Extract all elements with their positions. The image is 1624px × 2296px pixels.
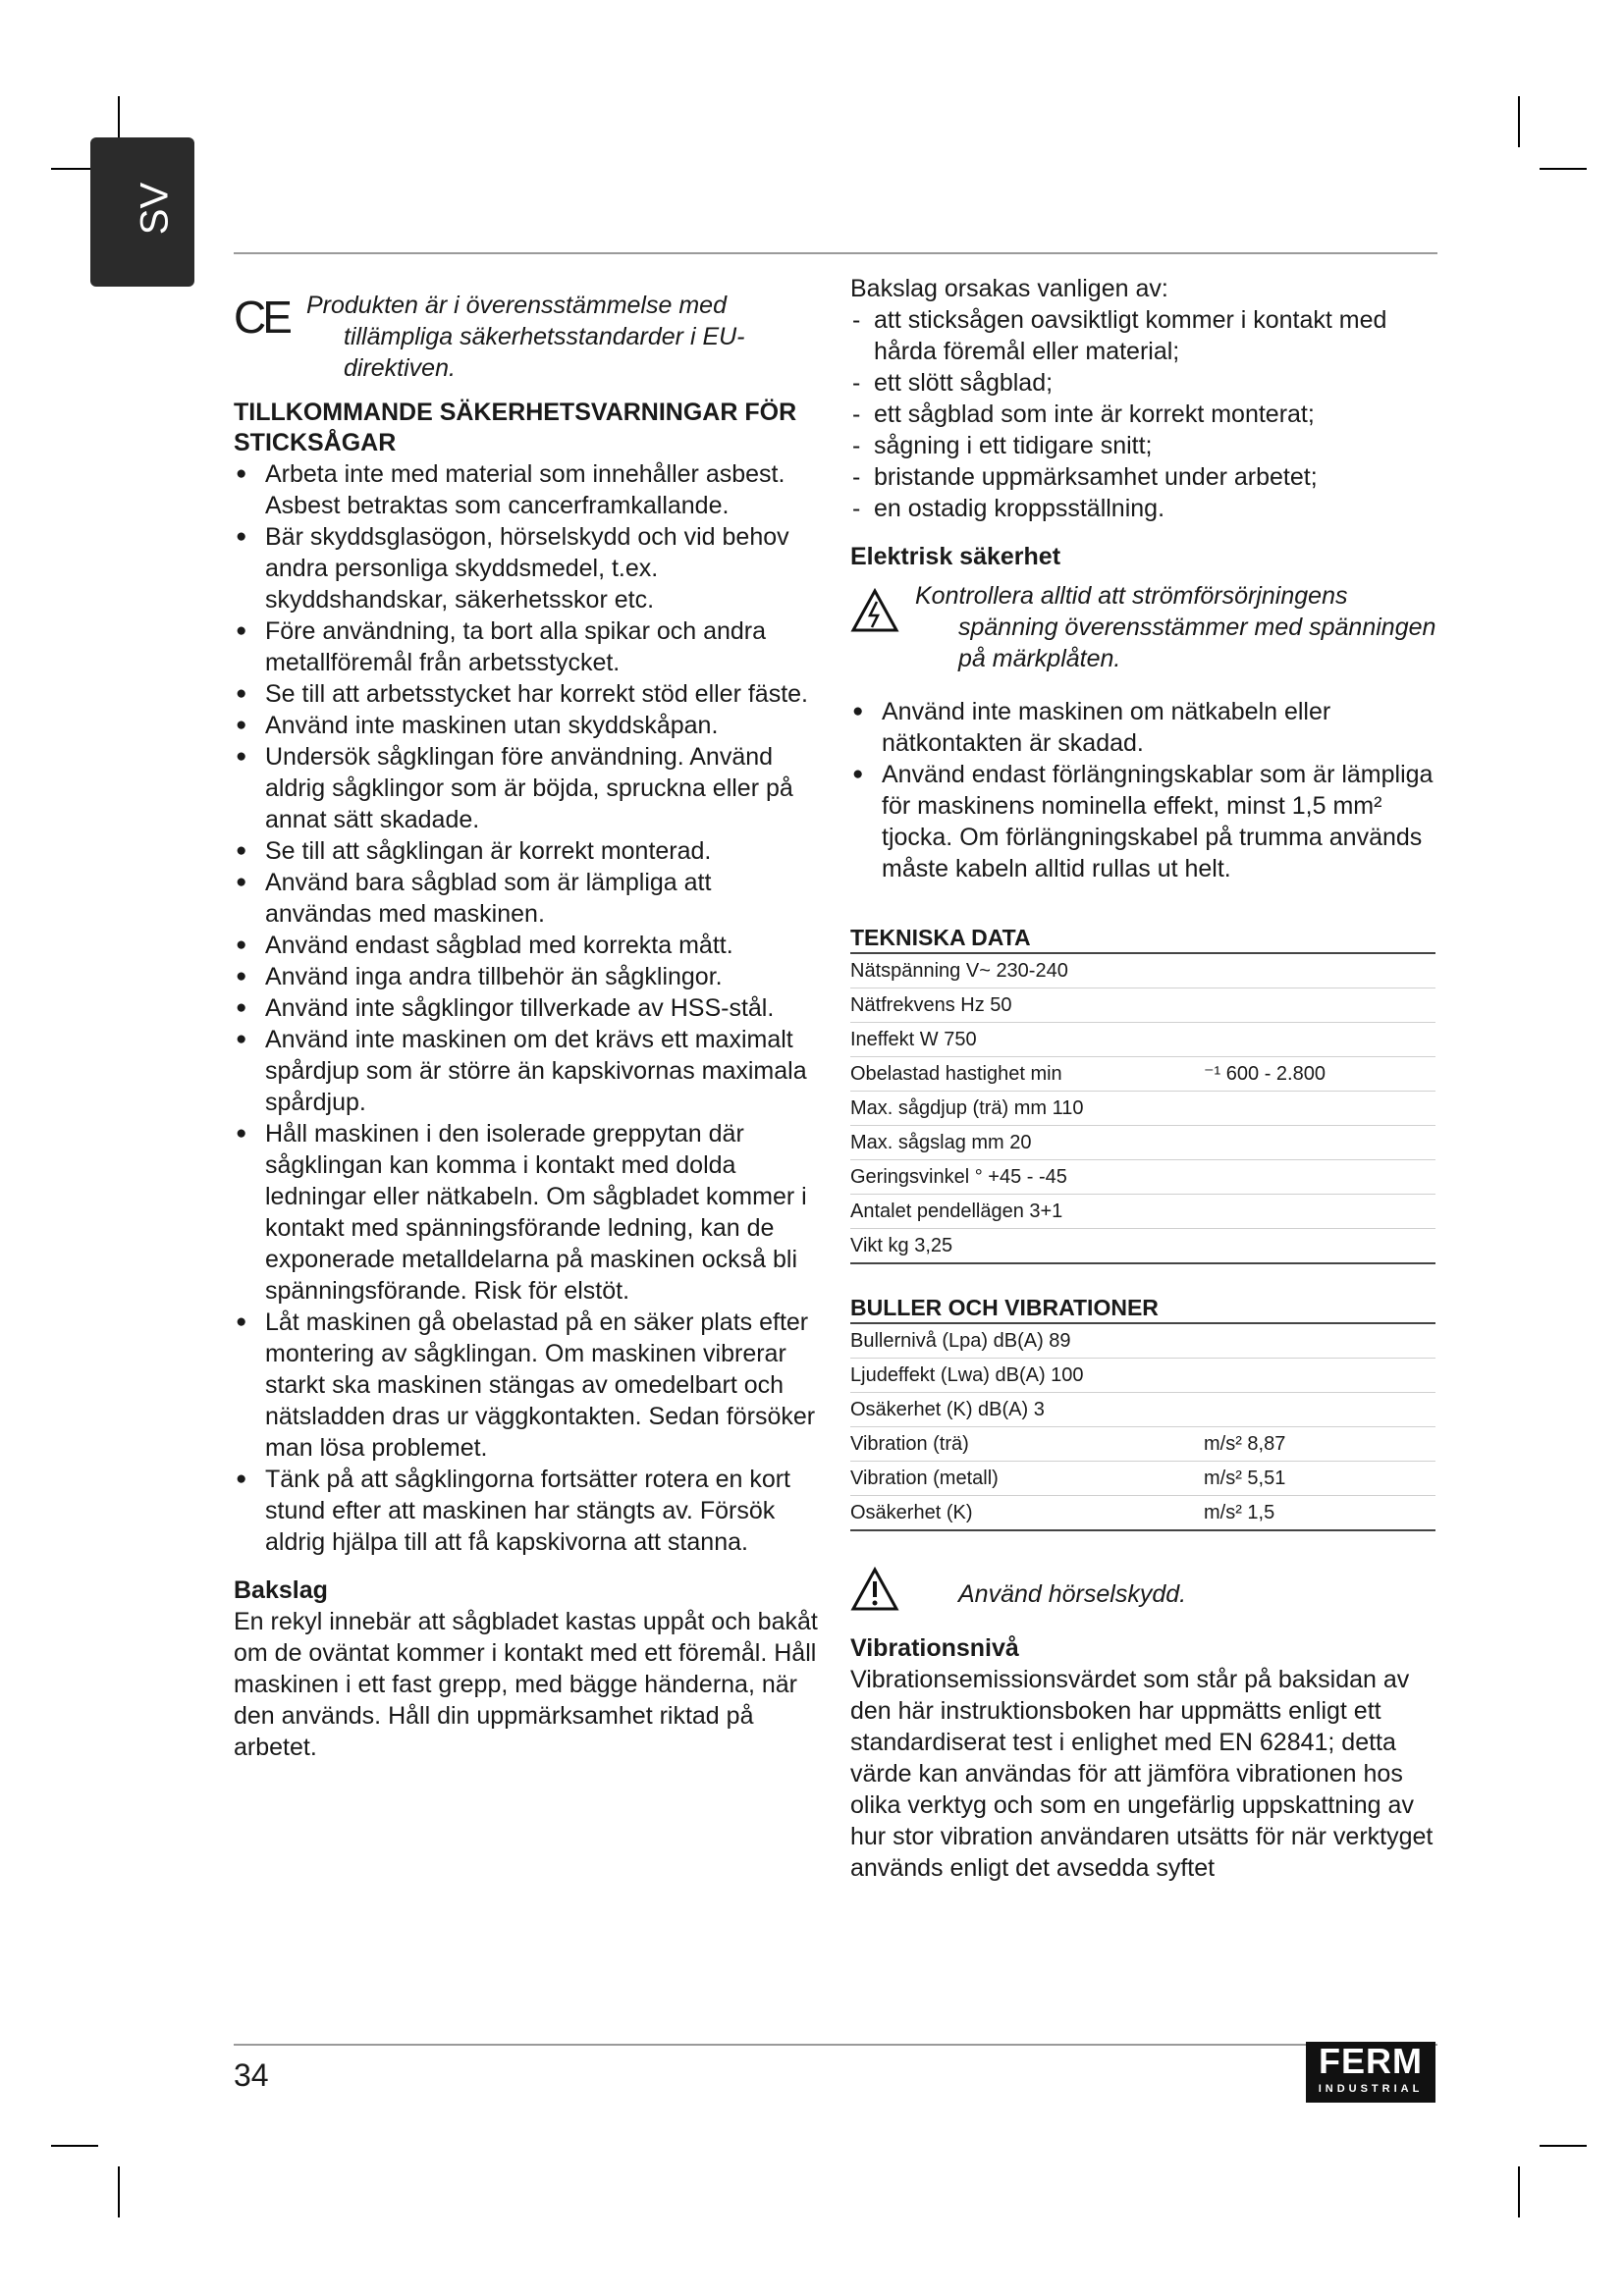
ce-text	[306, 290, 817, 384]
heading-kickback: Bakslag	[234, 1576, 328, 1604]
right-column	[850, 273, 1439, 1884]
table-row: Nätspänning V~ 230-240	[850, 954, 1435, 988]
list-item: ● Se till att arbetsstycket har korrekt stöd eller fäste.	[234, 678, 823, 710]
ce-mark-icon: CE	[234, 292, 289, 343]
list-item: - att sticksågen oavsiktligt kommer i kontakt med hårda föremål eller material;	[850, 304, 1439, 367]
list-item: ● Använd inte maskinen om nätkabeln eller nätkontakten är skadad.	[850, 696, 1439, 759]
table-row: Osäkerhet (K) dB(A) 3	[850, 1393, 1435, 1427]
list-item: ● Se till att sågklingan är korrekt monterad.	[234, 835, 823, 867]
list-item: ● Använd inte maskinen utan skyddskåpan.	[234, 710, 823, 741]
table-row: Bullernivå (Lpa) dB(A) 89	[850, 1324, 1435, 1359]
list-item: ● Före användning, ta bort alla spikar och andra metallföremål från arbetsstycket.	[234, 615, 823, 678]
logo-main-text: FERM	[1319, 2041, 1423, 2081]
list-item: ● Använd inte maskinen om det krävs ett maximalt spårdjup som är större än kapskivornas maximala spårdjup.	[234, 1024, 823, 1118]
list-item: - sågning i ett tidigare snitt;	[850, 430, 1439, 461]
table-row: Ineffekt W 750	[850, 1023, 1435, 1057]
list-item: ● Tänk på att sågklingorna fortsätter rotera en kort stund efter att maskinen har stängts av. Försök aldrig hjälpa till att få kapskivorna att stanna.	[234, 1464, 823, 1558]
ferm-logo	[1306, 2042, 1435, 2103]
table-row: Antalet pendellägen 3+1	[850, 1195, 1435, 1229]
list-item: ● Bär skyddsglasögon, hörselskydd och vid behov andra personliga skyddsmedel, t.ex. skyddshandskar, säkerhetsskor etc.	[234, 521, 823, 615]
list-item: - en ostadig kroppsställning.	[850, 493, 1439, 524]
tech-data-table	[850, 954, 1435, 1264]
warning-icon	[850, 1567, 899, 1612]
hearing-warning-text: Använd hörselskydd.	[958, 1580, 1187, 1608]
kickback-causes-intro: Bakslag orsakas vanligen av:	[850, 275, 1168, 302]
noise-vibration-table	[850, 1324, 1435, 1531]
list-item: - ett sågblad som inte är korrekt monterat;	[850, 399, 1439, 430]
logo-sub-text: INDUSTRIAL	[1318, 2083, 1424, 2095]
kickback-paragraph: En rekyl innebär att sågbladet kastas uppåt och bakåt om de oväntat kommer i kontakt med ett föremål. Håll maskinen i ett fast grepp, med bägge händerna, när den används. Håll din uppmärksamhet riktad på arbetet.	[234, 1608, 818, 1761]
table-row: Vikt kg 3,25	[850, 1235, 953, 1256]
header-rule	[234, 252, 1437, 254]
table-row: Max. sågslag mm 20	[850, 1126, 1435, 1160]
crop-mark	[1540, 2145, 1587, 2147]
electrical-warning	[850, 580, 1439, 678]
list-item: ● Använd bara sågblad som är lämpliga att användas med maskinen.	[234, 867, 823, 930]
electrical-bullet-list	[850, 696, 1439, 884]
electrical-warning-line2: spänning överensstämmer med spänningen på märkplåten.	[958, 614, 1436, 672]
crop-mark	[51, 2145, 98, 2147]
hearing-warning	[850, 1567, 1439, 1626]
electrical-warning-line1: Kontrollera alltid att strömförsörjningens	[915, 582, 1348, 610]
language-tab-label: SV	[133, 182, 177, 236]
list-item: ● Arbeta inte med material som innehåller asbest. Asbest betraktas som cancerframkallande.	[234, 458, 823, 521]
list-item: ● Använd inga andra tillbehör än sågklingor.	[234, 961, 823, 992]
table-row: Nätfrekvens Hz 50	[850, 988, 1435, 1023]
list-item: ● Låt maskinen gå obelastad på en säker plats efter montering av sågklingan. Om maskinen vibrerar starkt ska maskinen stängas av omedelbart och nätsladden dras ur väggkontakten. Sedan försöker man lösa problemet.	[234, 1307, 823, 1464]
list-item: ● Använd endast sågblad med korrekta mått.	[234, 930, 823, 961]
table-row: Vibration (metall) m/s² 5,51	[850, 1462, 1435, 1496]
crop-mark	[118, 2166, 120, 2217]
list-item: ● Håll maskinen i den isolerade greppytan där sågklingan kan komma i kontakt med dolda ledningar eller nätkabeln. Om sågbladet kommer i kontakt med spänningsförande ledning, kan de exponerade metalldelarna på maskinen också bli spänningsförande. Risk för elstöt.	[234, 1118, 823, 1307]
left-column	[234, 290, 823, 1763]
list-item: ● Använd endast förlängningskablar som är lämpliga för maskinens nominella effekt, minst 1,5 mm² tjocka. Om förlängningskabel på trumma används måste kabeln alltid rullas ut helt.	[850, 759, 1439, 884]
list-item: - ett slött sågblad;	[850, 367, 1439, 399]
table-row: Max. sågdjup (trä) mm 110	[850, 1092, 1435, 1126]
vibration-paragraph: Vibrationsemissionsvärdet som står på baksidan av den här instruktionsboken har uppmätts enligt ett standardiserat test i enlighet med EN 62841; detta värde kan användas för att jämföra vibrationen hos olika verktyg och som en ungefärlig uppskattning av hur stor vibration användaren utsätts för när verktyget används enligt det avsedda syftet	[850, 1666, 1434, 1882]
table-row: Geringsvinkel ° +45 - -45	[850, 1160, 1435, 1195]
list-item: ● Använd inte sågklingor tillverkade av HSS-stål.	[234, 992, 823, 1024]
electric-warning-icon	[850, 588, 899, 633]
ce-text-line2: tillämpliga säkerhetsstandarder i EU-direktiven.	[344, 323, 745, 382]
table-row: Vibration (trä) m/s² 8,87	[850, 1427, 1435, 1462]
heading-safety-warnings: TILLKOMMANDE SÄKERHETSVARNINGAR FÖR STICKSÅGAR	[234, 399, 797, 456]
crop-mark	[1518, 96, 1520, 147]
safety-bullet-list	[234, 458, 823, 1558]
ce-notice	[234, 290, 823, 398]
crop-mark	[1518, 2166, 1520, 2217]
page-number: 34	[234, 2057, 269, 2093]
list-item: - bristande uppmärksamhet under arbetet;	[850, 461, 1439, 493]
heading-electrical-safety: Elektrisk säkerhet	[850, 543, 1061, 570]
noise-vibration-title: BULLER OCH VIBRATIONER	[850, 1294, 1435, 1324]
heading-vibration-level: Vibrationsnivå	[850, 1634, 1019, 1662]
kickback-causes-list	[850, 304, 1439, 524]
table-row: Ljudeffekt (Lwa) dB(A) 100	[850, 1359, 1435, 1393]
footer-rule	[234, 2044, 1437, 2046]
ce-text-line1: Produkten är i överensstämmelse med	[306, 292, 727, 319]
table-row: Obelastad hastighet min ⁻¹ 600 - 2.800	[850, 1057, 1435, 1092]
tech-data-title: TEKNISKA DATA	[850, 924, 1435, 954]
crop-mark	[1540, 168, 1587, 170]
list-item: ● Undersök sågklingan före användning. Använd aldrig sågklingor som är böjda, spruckna eller på annat sätt skadade.	[234, 741, 823, 835]
table-row: Osäkerhet (K) m/s² 1,5	[850, 1502, 1275, 1523]
